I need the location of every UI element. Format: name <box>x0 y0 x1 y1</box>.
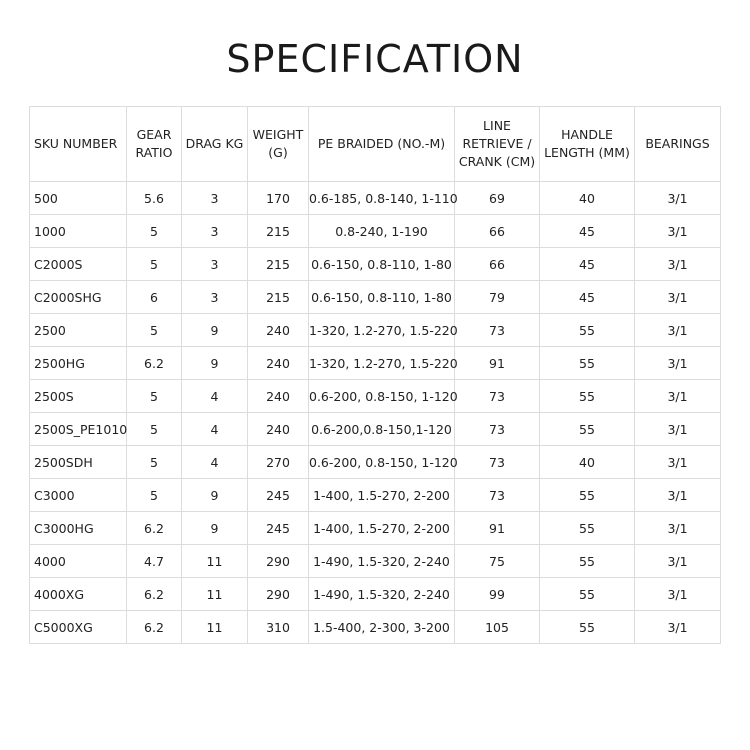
weight-cell: 215 <box>248 248 309 281</box>
drag-kg-cell: 3 <box>182 281 248 314</box>
bearings-cell: 3/1 <box>635 545 721 578</box>
handle-length-cell: 55 <box>540 611 635 644</box>
column-header-line-retrieve: LINE RETRIEVE / CRANK (CM) <box>455 107 540 182</box>
sku-number-cell: 1000 <box>30 215 127 248</box>
table-row <box>30 347 721 380</box>
line-retrieve-cell: 73 <box>455 380 540 413</box>
gear-ratio-cell: 6.2 <box>127 578 182 611</box>
line-retrieve-cell: 99 <box>455 578 540 611</box>
gear-ratio-cell: 5 <box>127 248 182 281</box>
line-retrieve-cell: 73 <box>455 446 540 479</box>
handle-length-cell: 55 <box>540 347 635 380</box>
drag-kg-cell: 4 <box>182 380 248 413</box>
bearings-cell: 3/1 <box>635 281 721 314</box>
table-row <box>30 413 721 446</box>
gear-ratio-cell: 5 <box>127 413 182 446</box>
weight-cell: 240 <box>248 380 309 413</box>
pe-braided-cell: 0.6-150, 0.8-110, 1-80 <box>309 248 455 281</box>
handle-length-cell: 55 <box>540 413 635 446</box>
sku-number-cell: C5000XG <box>30 611 127 644</box>
page-title: SPECIFICATION <box>226 37 524 81</box>
sku-number-cell: 4000 <box>30 545 127 578</box>
table-row <box>30 215 721 248</box>
pe-braided-cell: 0.6-185, 0.8-140, 1-110 <box>309 182 455 215</box>
table-row <box>30 248 721 281</box>
bearings-cell: 3/1 <box>635 611 721 644</box>
sku-number-cell: 500 <box>30 182 127 215</box>
drag-kg-cell: 9 <box>182 512 248 545</box>
bearings-cell: 3/1 <box>635 314 721 347</box>
table-body <box>30 182 721 644</box>
column-header-weight: WEIGHT (G) <box>248 107 309 182</box>
table-row <box>30 512 721 545</box>
pe-braided-cell: 1-490, 1.5-320, 2-240 <box>309 578 455 611</box>
pe-braided-cell: 0.6-150, 0.8-110, 1-80 <box>309 281 455 314</box>
table-row <box>30 479 721 512</box>
sku-number-cell: 2500 <box>30 314 127 347</box>
drag-kg-cell: 11 <box>182 611 248 644</box>
pe-braided-cell: 1-320, 1.2-270, 1.5-220 <box>309 314 455 347</box>
column-header-handle-length: HANDLE LENGTH (MM) <box>540 107 635 182</box>
gear-ratio-cell: 5 <box>127 215 182 248</box>
gear-ratio-cell: 5.6 <box>127 182 182 215</box>
column-header-bearings: BEARINGS <box>635 107 721 182</box>
pe-braided-cell: 0.8-240, 1-190 <box>309 215 455 248</box>
drag-kg-cell: 11 <box>182 578 248 611</box>
table-row <box>30 281 721 314</box>
handle-length-cell: 45 <box>540 281 635 314</box>
handle-length-cell: 45 <box>540 248 635 281</box>
handle-length-cell: 55 <box>540 380 635 413</box>
sku-number-cell: 2500SDH <box>30 446 127 479</box>
pe-braided-cell: 0.6-200,0.8-150,1-120 <box>309 413 455 446</box>
line-retrieve-cell: 66 <box>455 248 540 281</box>
pe-braided-cell: 1-490, 1.5-320, 2-240 <box>309 545 455 578</box>
table-row <box>30 182 721 215</box>
gear-ratio-cell: 5 <box>127 314 182 347</box>
handle-length-cell: 55 <box>540 578 635 611</box>
bearings-cell: 3/1 <box>635 347 721 380</box>
handle-length-cell: 40 <box>540 182 635 215</box>
pe-braided-cell: 0.6-200, 0.8-150, 1-120 <box>309 446 455 479</box>
weight-cell: 170 <box>248 182 309 215</box>
line-retrieve-cell: 73 <box>455 413 540 446</box>
bearings-cell: 3/1 <box>635 512 721 545</box>
pe-braided-cell: 1.5-400, 2-300, 3-200 <box>309 611 455 644</box>
weight-cell: 240 <box>248 413 309 446</box>
gear-ratio-cell: 5 <box>127 479 182 512</box>
bearings-cell: 3/1 <box>635 479 721 512</box>
line-retrieve-cell: 105 <box>455 611 540 644</box>
handle-length-cell: 45 <box>540 215 635 248</box>
table-row <box>30 545 721 578</box>
bearings-cell: 3/1 <box>635 446 721 479</box>
bearings-cell: 3/1 <box>635 182 721 215</box>
sku-number-cell: 2500S <box>30 380 127 413</box>
gear-ratio-cell: 5 <box>127 446 182 479</box>
sku-number-cell: 2500HG <box>30 347 127 380</box>
drag-kg-cell: 4 <box>182 446 248 479</box>
weight-cell: 310 <box>248 611 309 644</box>
sku-number-cell: C2000S <box>30 248 127 281</box>
table-row <box>30 314 721 347</box>
gear-ratio-cell: 6.2 <box>127 611 182 644</box>
weight-cell: 215 <box>248 215 309 248</box>
handle-length-cell: 55 <box>540 545 635 578</box>
gear-ratio-cell: 6.2 <box>127 512 182 545</box>
sku-number-cell: C2000SHG <box>30 281 127 314</box>
handle-length-cell: 55 <box>540 512 635 545</box>
line-retrieve-cell: 66 <box>455 215 540 248</box>
column-header-pe-braided: PE BRAIDED (NO.-M) <box>309 107 455 182</box>
handle-length-cell: 55 <box>540 479 635 512</box>
gear-ratio-cell: 5 <box>127 380 182 413</box>
table-row <box>30 611 721 644</box>
line-retrieve-cell: 73 <box>455 314 540 347</box>
column-header-gear-ratio: GEAR RATIO <box>127 107 182 182</box>
drag-kg-cell: 9 <box>182 347 248 380</box>
line-retrieve-cell: 91 <box>455 347 540 380</box>
drag-kg-cell: 3 <box>182 182 248 215</box>
table-row <box>30 446 721 479</box>
weight-cell: 245 <box>248 479 309 512</box>
pe-braided-cell: 1-400, 1.5-270, 2-200 <box>309 512 455 545</box>
pe-braided-cell: 1-400, 1.5-270, 2-200 <box>309 479 455 512</box>
drag-kg-cell: 3 <box>182 248 248 281</box>
drag-kg-cell: 11 <box>182 545 248 578</box>
sku-number-cell: C3000HG <box>30 512 127 545</box>
weight-cell: 240 <box>248 347 309 380</box>
line-retrieve-cell: 91 <box>455 512 540 545</box>
weight-cell: 270 <box>248 446 309 479</box>
weight-cell: 215 <box>248 281 309 314</box>
bearings-cell: 3/1 <box>635 248 721 281</box>
sku-number-cell: C3000 <box>30 479 127 512</box>
pe-braided-cell: 0.6-200, 0.8-150, 1-120 <box>309 380 455 413</box>
weight-cell: 245 <box>248 512 309 545</box>
weight-cell: 290 <box>248 578 309 611</box>
drag-kg-cell: 3 <box>182 215 248 248</box>
header-row <box>30 107 721 182</box>
line-retrieve-cell: 79 <box>455 281 540 314</box>
table-row <box>30 380 721 413</box>
weight-cell: 290 <box>248 545 309 578</box>
line-retrieve-cell: 73 <box>455 479 540 512</box>
table-row <box>30 578 721 611</box>
bearings-cell: 3/1 <box>635 380 721 413</box>
handle-length-cell: 55 <box>540 314 635 347</box>
bearings-cell: 3/1 <box>635 578 721 611</box>
bearings-cell: 3/1 <box>635 215 721 248</box>
gear-ratio-cell: 6.2 <box>127 347 182 380</box>
line-retrieve-cell: 75 <box>455 545 540 578</box>
gear-ratio-cell: 6 <box>127 281 182 314</box>
weight-cell: 240 <box>248 314 309 347</box>
pe-braided-cell: 1-320, 1.2-270, 1.5-220 <box>309 347 455 380</box>
sku-number-cell: 4000XG <box>30 578 127 611</box>
gear-ratio-cell: 4.7 <box>127 545 182 578</box>
line-retrieve-cell: 69 <box>455 182 540 215</box>
handle-length-cell: 40 <box>540 446 635 479</box>
bearings-cell: 3/1 <box>635 413 721 446</box>
drag-kg-cell: 9 <box>182 479 248 512</box>
sku-number-cell: 2500S_PE1010 <box>30 413 127 446</box>
drag-kg-cell: 4 <box>182 413 248 446</box>
specification-table <box>29 106 721 644</box>
column-header-sku-number: SKU NUMBER <box>30 107 127 182</box>
drag-kg-cell: 9 <box>182 314 248 347</box>
column-header-drag-kg: DRAG KG <box>182 107 248 182</box>
